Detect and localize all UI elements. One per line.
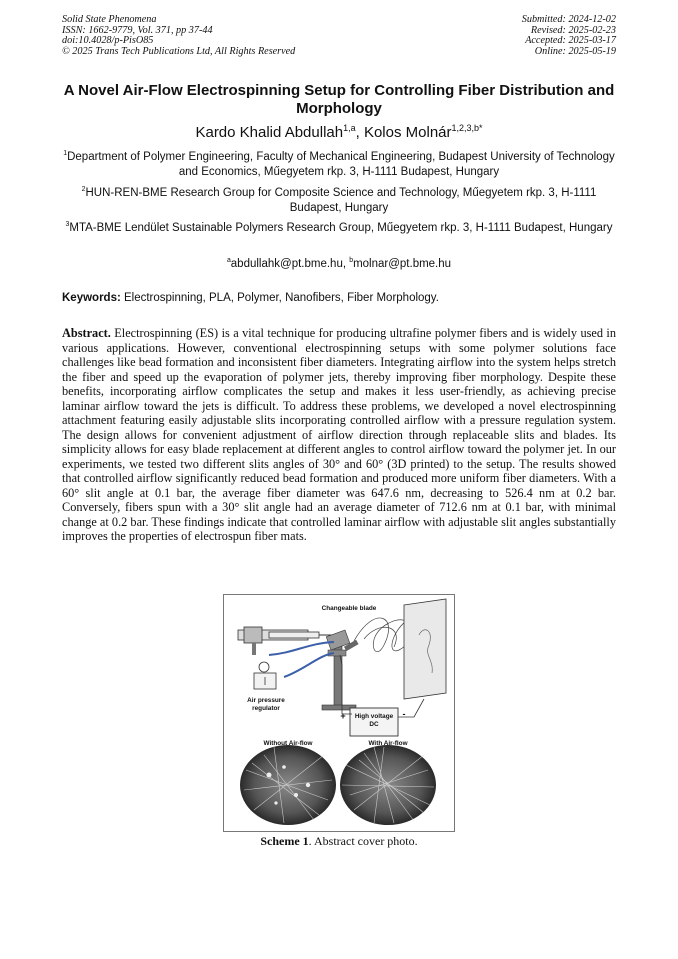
affiliation-text: Department of Polymer Engineering, Faculty of Mechanical Engineering, Budapest University of Technology and Economics, Műegyetem rkp. 3, H-1111 Budapest, Hungary (67, 151, 615, 178)
keywords (62, 291, 618, 305)
author-name: Kolos Molnár (363, 124, 452, 141)
air-pressure-regulator (254, 662, 276, 689)
journal-header-left (62, 15, 295, 57)
author-line (60, 124, 618, 142)
abstract-label: Abstract. (62, 326, 111, 340)
submitted-date: Submitted: 2024-12-02 (521, 14, 616, 25)
abstract-text: Electrospinning (ES) is a vital technique for producing ultrafine polymer fibers and is widely used in various applications. However, conventional electrospinning setups with some polymer solutions face challenges like bead formation and inconsistent fiber diameters. Integrating airflow into the system helps stretch the fiber and speed up the evaporation of polymer jets, thereby improving fiber morphology. Despite these benefits, incorporating airflow complicates the setup and makes it less user-friendly, as achieving precise laminar airflow toward the jets is difficult. To address these problems, we developed a novel electrospinning attachment featuring easily adjustable slits incorporating controlled airflow with a pressure regulation system. The design allows for convenient adjustment of airflow direction through replaceable slits and blades. Its simplicity allows for easy blade replacement at different angles to control airflow toward the polymer jet. In our experiments, we tested two different slits angles of 30° and 60° (3D printed) to the setup. The results showed that controlled airflow significantly reduced bead formation and produced more uniform fiber diameters. With a 60° slit angle at 0.1 bar, the average fiber diameter was 647.6 nm, decreasing to 526.4 nm at 0.2 bar. Conversely, fibers spun with a 30° slit angle had an average diameter of 712.6 nm at 0.1 bar, with minimal change at 0.2 bar. These findings indicate that controlled laminar airflow with adjustable slit angles substantially improves the properties of electrospun fiber mats. (62, 326, 616, 543)
revised-date: Revised: 2025-02-23 (530, 24, 616, 36)
author-separator: , (355, 124, 364, 141)
issn-line: ISSN: 1662-9779, Vol. 371, pp 37-44 (62, 24, 213, 36)
affiliation (60, 150, 618, 179)
accepted-date: Accepted: 2025-03-17 (525, 35, 616, 47)
doi-line: doi:10.4028/p-PisO85 (62, 35, 154, 47)
affiliation (60, 221, 618, 236)
email-separator: , (342, 258, 350, 270)
caption-label: Scheme 1 (260, 834, 309, 848)
author-emails (60, 257, 618, 271)
affiliation (60, 186, 618, 215)
affiliation-number: 2 (81, 186, 86, 194)
caption-text: . Abstract cover photo. (308, 834, 418, 848)
paper-title: A Novel Air-Flow Electrospinning Setup for Controlling Fiber Distribution and Morphology (63, 82, 615, 117)
high-voltage-label-line1: High voltage (354, 713, 394, 720)
journal-name: Solid State Phenomena (62, 14, 157, 25)
affiliation-text: MTA-BME Lendület Sustainable Polymers Research Group, Műegyetem rkp. 3, H-1111 Budapest, Hungary (69, 222, 613, 234)
email-link[interactable]: abdullahk@pt.bme.hu (230, 258, 343, 270)
abstract-figure (223, 594, 455, 832)
keywords-label: Keywords: (62, 292, 121, 304)
online-date: Online: 2025-05-19 (534, 45, 616, 57)
journal-header-right (522, 15, 616, 57)
affiliation-number: 1 (63, 150, 68, 158)
negative-terminal: - (402, 709, 406, 719)
author-affiliation-sup: 1,2,3,b* (451, 123, 483, 133)
air-pressure-label-line1: Air pressure (247, 697, 285, 704)
affiliation-text: HUN-REN-BME Research Group for Composite Science and Technology, Műegyetem rkp. 3, H-1111 Budapest, Hungary (85, 187, 597, 214)
positive-terminal: + (340, 711, 346, 721)
high-voltage-label-line2: DC (369, 721, 379, 728)
changeable-blade-label: Changeable blade (321, 605, 377, 612)
copyright-line: © 2025 Trans Tech Publications Ltd, All Rights Reserved (62, 45, 296, 57)
keywords-text: Electrospinning, PLA, Polymer, Nanofibers, Fiber Morphology. (120, 292, 439, 304)
without-airflow-label: Without Air-flow (263, 740, 313, 747)
email-sup: a (226, 257, 231, 265)
email-link[interactable]: molnar@pt.bme.hu (353, 258, 452, 270)
abstract (62, 326, 616, 544)
air-pressure-label-line2: regulator (252, 705, 280, 712)
author-name: Kardo Khalid Abdullah (195, 124, 344, 141)
with-airflow-label: With Air-flow (368, 740, 408, 747)
affiliation-number: 3 (65, 221, 70, 229)
author-affiliation-sup: 1,a (343, 123, 356, 133)
email-sup: b (349, 257, 354, 265)
figure-caption (60, 834, 618, 849)
collector-plate (404, 599, 446, 699)
